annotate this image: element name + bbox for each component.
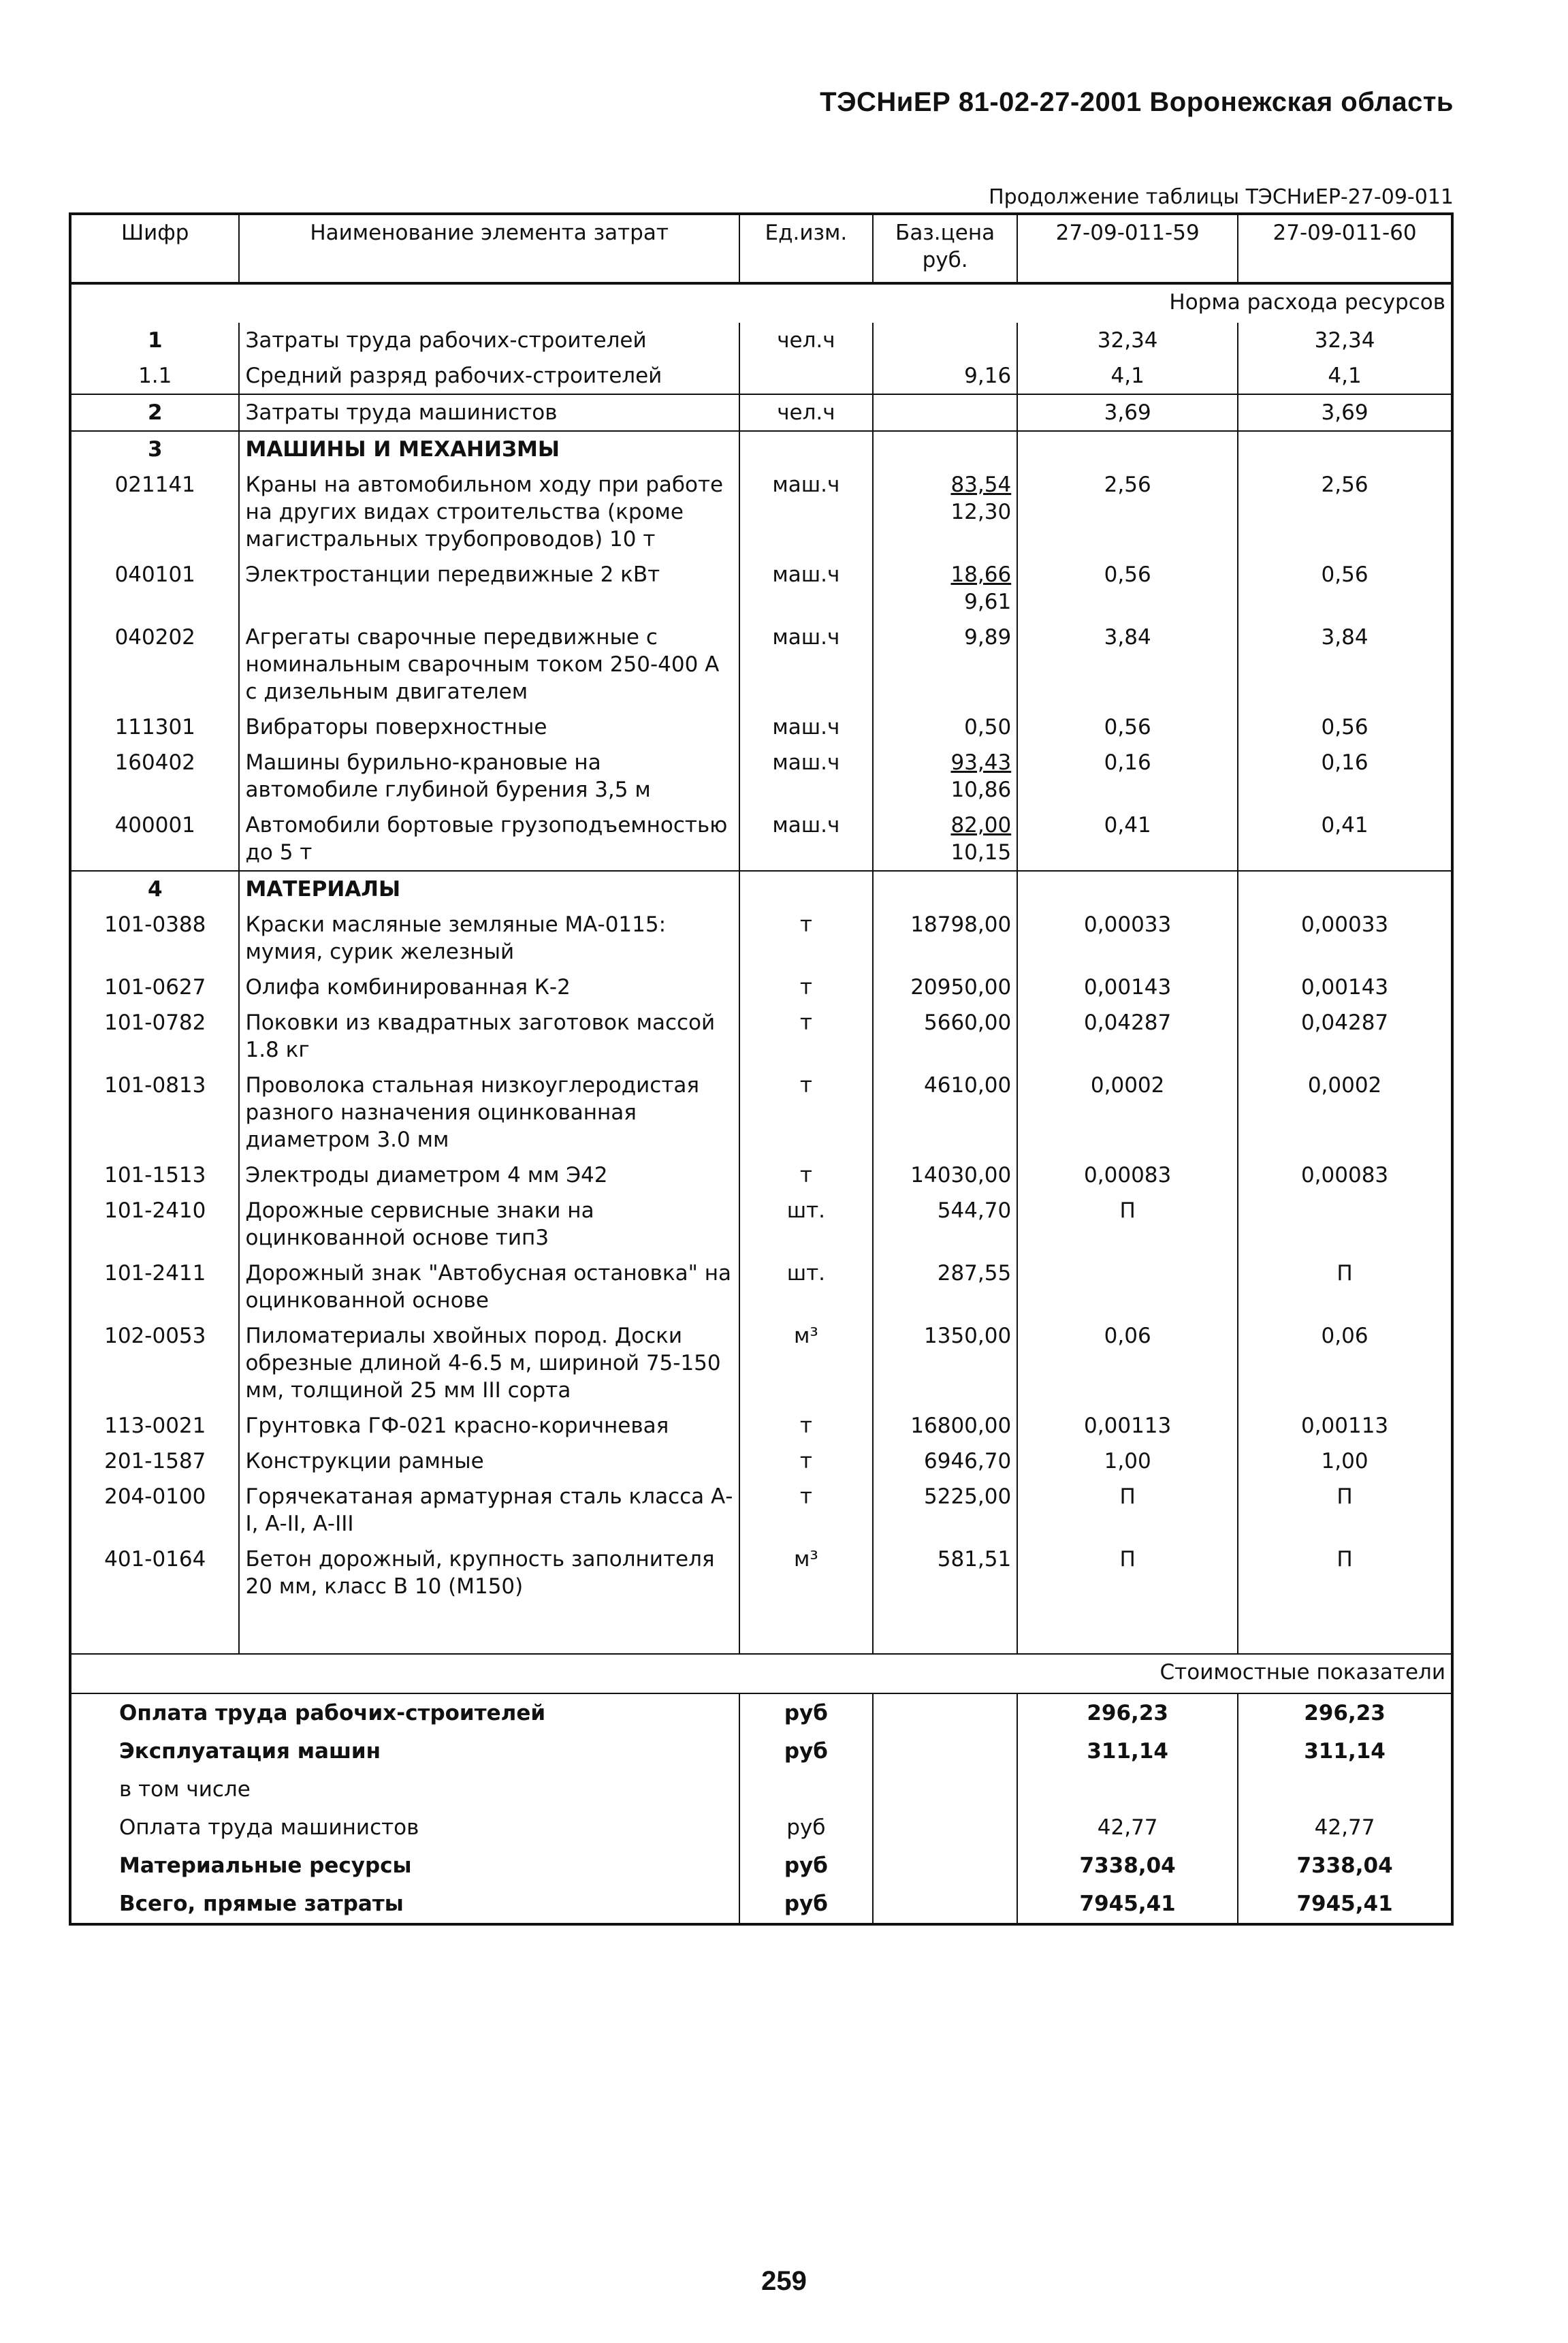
table-row xyxy=(70,907,1452,970)
totals-price-empty xyxy=(873,1808,1017,1847)
cell-name: Затраты труда рабочих-строителей xyxy=(239,323,739,358)
cell-name: Электростанции передвижные 2 кВт xyxy=(239,557,739,620)
totals-price-empty xyxy=(873,1693,1017,1732)
table-row xyxy=(70,431,1452,467)
cell-unit: т xyxy=(739,1158,873,1193)
table-row xyxy=(70,1542,1452,1604)
operator-wage-price: 9,61 xyxy=(964,590,1012,614)
cell-name: Краски масляные земляные МА-0115: мумия, сурик железный xyxy=(239,907,739,970)
totals-label: Оплата труда машинистов xyxy=(119,1815,419,1840)
cell-v2: 0,0002 xyxy=(1238,1068,1452,1158)
table-row xyxy=(70,745,1452,808)
cell-unit xyxy=(739,358,873,394)
cell-v2 xyxy=(1238,871,1452,907)
totals-v2: 42,77 xyxy=(1238,1808,1452,1847)
cell-v1: П xyxy=(1017,1479,1238,1542)
cell-price xyxy=(873,1256,1017,1318)
cell-price xyxy=(873,431,1017,467)
table-row xyxy=(70,808,1452,871)
cell-v2: 3,69 xyxy=(1238,394,1452,431)
cell-price xyxy=(873,557,1017,620)
cell-unit: шт. xyxy=(739,1193,873,1256)
cell-code: 111301 xyxy=(114,715,195,739)
cell-v2: 0,00113 xyxy=(1238,1408,1452,1444)
cost-caption: Стоимостные показатели xyxy=(70,1654,1452,1693)
cell-v1: 0,56 xyxy=(1017,557,1238,620)
cell-code: 101-2411 xyxy=(104,1261,206,1286)
cell-code: 401-0164 xyxy=(104,1547,206,1572)
column-header-v1: 27-09-011-59 xyxy=(1017,214,1238,283)
cell-code: 101-0782 xyxy=(104,1010,206,1035)
cell-price xyxy=(873,467,1017,557)
cell-name: Пиломатериалы хвойных пород. Доски обрезные длиной 4-6.5 м, шириной 75-150 мм, толщиной 25 мм III сорта xyxy=(239,1318,739,1408)
cell-code: 040202 xyxy=(114,625,195,650)
column-header-code: Шифр xyxy=(70,214,239,283)
totals-v2: 7945,41 xyxy=(1238,1885,1452,1924)
table-row xyxy=(70,970,1452,1005)
table-row xyxy=(70,1193,1452,1256)
cell-v2: 0,00083 xyxy=(1238,1158,1452,1193)
cell-name: МАШИНЫ И МЕХАНИЗМЫ xyxy=(239,431,739,467)
cell-unit: шт. xyxy=(739,1256,873,1318)
cell-name: Краны на автомобильном ходу при работе на других видах строительства (кроме магистральных трубопроводов) 10 т xyxy=(239,467,739,557)
cell-code: 2 xyxy=(70,394,239,431)
cell-name: Дорожные сервисные знаки на оцинкованной основе тип3 xyxy=(239,1193,739,1256)
cell-price xyxy=(873,808,1017,871)
column-header-unit: Ед.изм. xyxy=(739,214,873,283)
cell-unit xyxy=(739,431,873,467)
cell-price xyxy=(873,1479,1017,1542)
cell-v1: 2,56 xyxy=(1017,467,1238,557)
cost-caption-row xyxy=(70,1654,1452,1693)
totals-row xyxy=(70,1693,1452,1732)
cell-name: Поковки из квадратных заготовок массой 1.8 кг xyxy=(239,1005,739,1068)
cell-code: 040101 xyxy=(114,562,195,587)
cell-unit: маш.ч xyxy=(739,467,873,557)
cell-unit: т xyxy=(739,1479,873,1542)
totals-price-empty xyxy=(873,1885,1017,1924)
cell-code: 102-0053 xyxy=(104,1324,206,1348)
cell-code: 3 xyxy=(70,431,239,467)
base-price: 82,00 xyxy=(950,813,1012,838)
cell-unit: м³ xyxy=(739,1542,873,1604)
cell-v2: 2,56 xyxy=(1238,467,1452,557)
document-title: ТЭСНиЕР 81-02-27-2001 Воронежская область xyxy=(820,87,1454,117)
cell-price xyxy=(873,1158,1017,1193)
cell-unit: чел.ч xyxy=(739,323,873,358)
cell-unit: маш.ч xyxy=(739,557,873,620)
cell-v1: 0,00143 xyxy=(1017,970,1238,1005)
cell-v2: 0,04287 xyxy=(1238,1005,1452,1068)
cell-v1: 3,84 xyxy=(1017,620,1238,710)
table-row xyxy=(70,1005,1452,1068)
totals-label: Эксплуатация машин xyxy=(119,1739,381,1764)
cell-unit: чел.ч xyxy=(739,394,873,431)
cell-price xyxy=(873,620,1017,710)
totals-label: Всего, прямые затраты xyxy=(119,1892,404,1916)
cell-v1: П xyxy=(1017,1542,1238,1604)
base-price: 93,43 xyxy=(950,750,1012,775)
cell-v1: 0,0002 xyxy=(1017,1068,1238,1158)
table-row xyxy=(70,710,1452,745)
base-price: 18,66 xyxy=(950,562,1012,587)
cell-unit: маш.ч xyxy=(739,620,873,710)
base-price: 5660,00 xyxy=(924,1010,1012,1035)
totals-price-empty xyxy=(873,1770,1017,1808)
table-row xyxy=(70,1444,1452,1479)
totals-unit: руб xyxy=(739,1732,873,1770)
cell-v1: 0,56 xyxy=(1017,710,1238,745)
base-price: 4610,00 xyxy=(924,1073,1012,1098)
table-row xyxy=(70,1318,1452,1408)
cell-name: Грунтовка ГФ-021 красно-коричневая xyxy=(239,1408,739,1444)
operator-wage-price: 12,30 xyxy=(950,500,1012,524)
cell-code: 101-0627 xyxy=(104,975,206,1000)
totals-unit xyxy=(739,1770,873,1808)
cell-unit: маш.ч xyxy=(739,808,873,871)
base-price: 18798,00 xyxy=(910,912,1012,937)
cell-unit: т xyxy=(739,1408,873,1444)
cell-code: 201-1587 xyxy=(104,1449,206,1473)
spacer-cell xyxy=(70,1604,239,1654)
cell-v2: П xyxy=(1238,1542,1452,1604)
totals-v2: 311,14 xyxy=(1238,1732,1452,1770)
totals-unit: руб xyxy=(739,1808,873,1847)
cell-v2 xyxy=(1238,1193,1452,1256)
cell-name: Бетон дорожный, крупность заполнителя 20 мм, класс В 10 (М150) xyxy=(239,1542,739,1604)
cell-v1: 0,41 xyxy=(1017,808,1238,871)
cell-unit: т xyxy=(739,1005,873,1068)
cell-unit: т xyxy=(739,1444,873,1479)
spacer-cell xyxy=(1017,1604,1238,1654)
totals-label: в том числе xyxy=(119,1777,251,1802)
cell-v2: П xyxy=(1238,1256,1452,1318)
table-row xyxy=(70,467,1452,557)
cell-v2: 0,56 xyxy=(1238,557,1452,620)
table-row xyxy=(70,1479,1452,1542)
cell-v1: 0,00033 xyxy=(1017,907,1238,970)
cell-v2: 32,34 xyxy=(1238,323,1452,358)
totals-v2: 296,23 xyxy=(1238,1693,1452,1732)
totals-price-empty xyxy=(873,1847,1017,1885)
table-header-row xyxy=(70,214,1452,283)
cell-unit: маш.ч xyxy=(739,710,873,745)
cell-price xyxy=(873,907,1017,970)
base-price: 5225,00 xyxy=(924,1484,1012,1509)
base-price: 9,16 xyxy=(964,364,1012,388)
cell-v2 xyxy=(1238,431,1452,467)
totals-row xyxy=(70,1808,1452,1847)
cell-price xyxy=(873,1318,1017,1408)
cell-price xyxy=(873,1444,1017,1479)
column-header-name: Наименование элемента затрат xyxy=(239,214,739,283)
spacer-row xyxy=(70,1604,1452,1654)
cell-v2: П xyxy=(1238,1479,1452,1542)
cell-v2: 0,56 xyxy=(1238,710,1452,745)
norm-caption-row xyxy=(70,283,1452,323)
totals-unit: руб xyxy=(739,1693,873,1732)
cell-price xyxy=(873,1542,1017,1604)
base-price: 287,55 xyxy=(937,1261,1012,1286)
column-header-price: Баз.цена руб. xyxy=(873,214,1017,283)
cell-name: Конструкции рамные xyxy=(239,1444,739,1479)
cell-v2: 3,84 xyxy=(1238,620,1452,710)
totals-row xyxy=(70,1885,1452,1924)
totals-label: Материальные ресурсы xyxy=(119,1853,412,1878)
cell-v1: 0,00113 xyxy=(1017,1408,1238,1444)
cell-v1: 0,16 xyxy=(1017,745,1238,808)
cell-v1 xyxy=(1017,1256,1238,1318)
spacer-cell xyxy=(873,1604,1017,1654)
cell-v2: 1,00 xyxy=(1238,1444,1452,1479)
cell-v1: 0,04287 xyxy=(1017,1005,1238,1068)
cell-unit: м³ xyxy=(739,1318,873,1408)
operator-wage-price: 10,86 xyxy=(950,778,1012,802)
cell-code: 021141 xyxy=(114,473,195,497)
table-row xyxy=(70,358,1452,394)
cell-name: Затраты труда машинистов xyxy=(239,394,739,431)
cell-code: 1 xyxy=(147,328,163,353)
cell-name: Машины бурильно-крановые на автомобиле глубиной бурения 3,5 м xyxy=(239,745,739,808)
base-price: 1350,00 xyxy=(924,1324,1012,1348)
cell-unit: т xyxy=(739,970,873,1005)
totals-row xyxy=(70,1770,1452,1808)
table-body xyxy=(70,283,1452,1924)
column-header-v2: 27-09-011-60 xyxy=(1238,214,1452,283)
totals-v1 xyxy=(1017,1770,1238,1808)
cell-v1: 4,1 xyxy=(1017,358,1238,394)
cell-v2: 0,00033 xyxy=(1238,907,1452,970)
totals-row xyxy=(70,1847,1452,1885)
cell-price xyxy=(873,1408,1017,1444)
totals-v1: 42,77 xyxy=(1017,1808,1238,1847)
cell-v1 xyxy=(1017,871,1238,907)
cell-price xyxy=(873,1068,1017,1158)
totals-v2 xyxy=(1238,1770,1452,1808)
base-price: 20950,00 xyxy=(910,975,1012,1000)
base-price: 6946,70 xyxy=(924,1449,1012,1473)
cell-name: МАТЕРИАЛЫ xyxy=(239,871,739,907)
cell-code: 204-0100 xyxy=(104,1484,206,1509)
table-row xyxy=(70,1158,1452,1193)
cell-name: Автомобили бортовые грузоподъемностью до 5 т xyxy=(239,808,739,871)
cell-v1: 1,00 xyxy=(1017,1444,1238,1479)
cell-v1: 0,00083 xyxy=(1017,1158,1238,1193)
cell-v2: 0,06 xyxy=(1238,1318,1452,1408)
cell-code: 101-1513 xyxy=(104,1163,206,1188)
cell-price xyxy=(873,1005,1017,1068)
cell-v1: 0,06 xyxy=(1017,1318,1238,1408)
cell-code: 101-2410 xyxy=(104,1198,206,1223)
cell-price xyxy=(873,745,1017,808)
table-row xyxy=(70,1408,1452,1444)
base-price: 16800,00 xyxy=(910,1414,1012,1438)
base-price: 544,70 xyxy=(937,1198,1012,1223)
cell-unit xyxy=(739,871,873,907)
cell-code: 160402 xyxy=(114,750,195,775)
cell-code: 101-0388 xyxy=(104,912,206,937)
cell-v2: 4,1 xyxy=(1238,358,1452,394)
cell-name: Средний разряд рабочих-строителей xyxy=(239,358,739,394)
cell-unit: т xyxy=(739,907,873,970)
cell-code: 4 xyxy=(70,871,239,907)
cell-price xyxy=(873,970,1017,1005)
cell-name: Электроды диаметром 4 мм Э42 xyxy=(239,1158,739,1193)
cell-name: Вибраторы поверхностные xyxy=(239,710,739,745)
norm-caption: Норма расхода ресурсов xyxy=(1169,290,1445,315)
totals-price-empty xyxy=(873,1732,1017,1770)
cell-v2: 0,41 xyxy=(1238,808,1452,871)
cell-name: Проволока стальная низкоуглеродистая разного назначения оцинкованная диаметром 3.0 мм xyxy=(239,1068,739,1158)
cell-name: Горячекатаная арматурная сталь класса А-I, А-II, А-III xyxy=(239,1479,739,1542)
table-continuation-caption: Продолжение таблицы ТЭСНиЕР-27-09-011 xyxy=(989,185,1454,209)
table-row xyxy=(70,620,1452,710)
totals-row xyxy=(70,1732,1452,1770)
cell-name: Агрегаты сварочные передвижные с номинальным сварочным током 250-400 А с дизельным двигателем xyxy=(239,620,739,710)
cell-v1 xyxy=(1017,431,1238,467)
page-number: 259 xyxy=(761,2266,807,2296)
cell-code: 400001 xyxy=(114,813,195,838)
totals-v1: 7945,41 xyxy=(1017,1885,1238,1924)
totals-v2: 7338,04 xyxy=(1238,1847,1452,1885)
spacer-cell xyxy=(739,1604,873,1654)
base-price: 9,89 xyxy=(964,625,1012,650)
cell-price xyxy=(873,710,1017,745)
table-row xyxy=(70,1068,1452,1158)
totals-v1: 7338,04 xyxy=(1017,1847,1238,1885)
base-price: 14030,00 xyxy=(910,1163,1012,1188)
base-price: 83,54 xyxy=(950,473,1012,497)
table-row xyxy=(70,394,1452,431)
cell-v2: 0,16 xyxy=(1238,745,1452,808)
cell-unit: т xyxy=(739,1068,873,1158)
cell-unit: маш.ч xyxy=(739,745,873,808)
cell-v1: 32,34 xyxy=(1017,323,1238,358)
totals-unit: руб xyxy=(739,1847,873,1885)
cell-name: Дорожный знак "Автобусная остановка" на оцинкованной основе xyxy=(239,1256,739,1318)
cell-code: 1.1 xyxy=(138,364,172,388)
cell-price xyxy=(873,871,1017,907)
totals-v1: 311,14 xyxy=(1017,1732,1238,1770)
table-row xyxy=(70,1256,1452,1318)
cell-price xyxy=(873,358,1017,394)
table-row xyxy=(70,323,1452,358)
table-row xyxy=(70,557,1452,620)
totals-label: Оплата труда рабочих-строителей xyxy=(119,1701,546,1725)
operator-wage-price: 10,15 xyxy=(950,840,1012,865)
cell-v2: 0,00143 xyxy=(1238,970,1452,1005)
resource-norms-table xyxy=(69,212,1454,1926)
cell-v1: П xyxy=(1017,1193,1238,1256)
totals-unit: руб xyxy=(739,1885,873,1924)
cell-price xyxy=(873,323,1017,358)
base-price: 0,50 xyxy=(964,715,1012,739)
cell-code: 113-0021 xyxy=(104,1414,206,1438)
base-price: 581,51 xyxy=(937,1547,1012,1572)
cell-name: Олифа комбинированная К-2 xyxy=(239,970,739,1005)
cell-price xyxy=(873,394,1017,431)
table-row xyxy=(70,871,1452,907)
totals-v1: 296,23 xyxy=(1017,1693,1238,1732)
spacer-cell xyxy=(239,1604,739,1654)
cell-v1: 3,69 xyxy=(1017,394,1238,431)
cell-code: 101-0813 xyxy=(104,1073,206,1098)
cell-price xyxy=(873,1193,1017,1256)
spacer-cell xyxy=(1238,1604,1452,1654)
